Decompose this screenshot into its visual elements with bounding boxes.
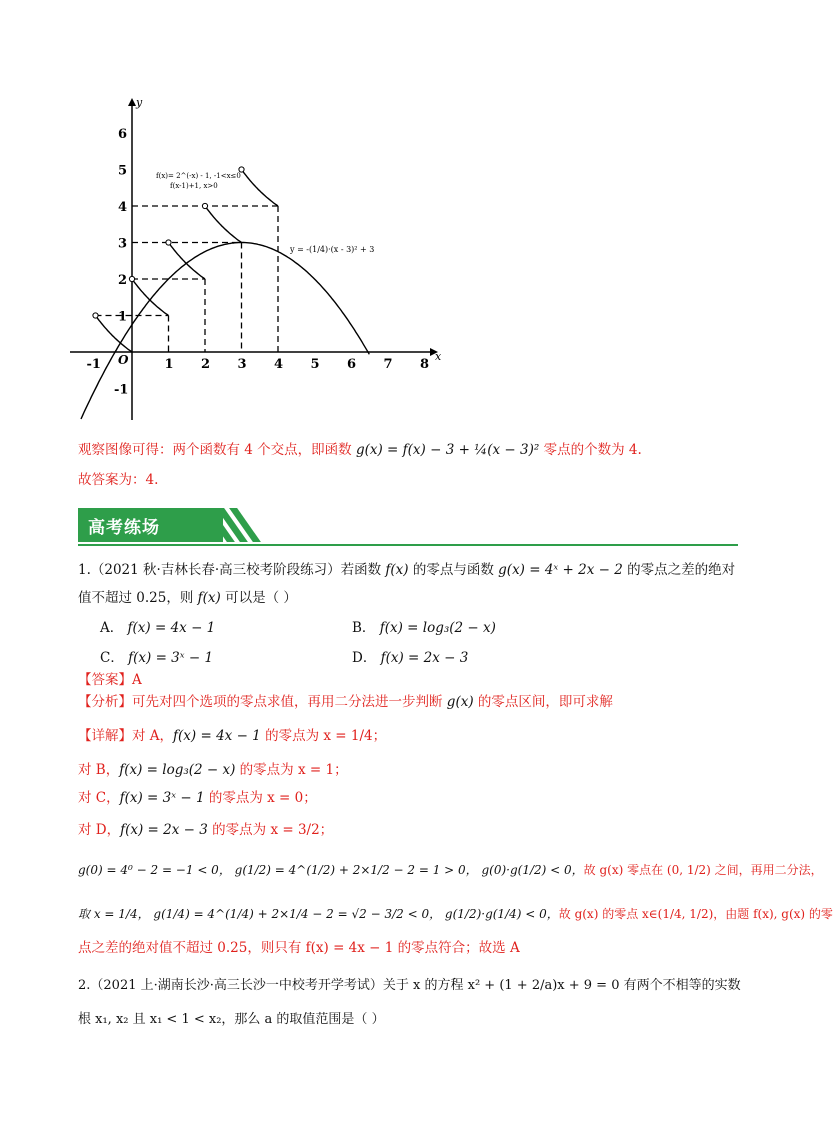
option-b: B． f(x) = log₃(2 − x) bbox=[352, 620, 496, 636]
open-endpoint bbox=[202, 203, 207, 208]
y-tick-label: 6 bbox=[118, 127, 128, 142]
option-a: A． f(x) = 4x − 1 bbox=[100, 620, 216, 636]
y-tick-label: 3 bbox=[118, 236, 128, 252]
answer: 【答案】A bbox=[78, 672, 142, 688]
y-tick-label: 1 bbox=[118, 309, 128, 325]
y-axis-label: y bbox=[136, 96, 143, 109]
calc-line-3: 点之差的绝对值不超过 0.25，则只有 f(x) = 4x − 1 的零点符合；故选 A bbox=[78, 940, 520, 956]
x-tick-label: 7 bbox=[383, 357, 393, 372]
y-tick-label: -1 bbox=[114, 382, 129, 398]
y-axis-arrow bbox=[128, 98, 136, 106]
x-tick-label: -1 bbox=[86, 357, 101, 372]
conclusion-line-1: 观察图像可得：两个函数有 4 个交点，即函数 g(x) = f(x) − 3 + ¼(x − 3)² 零点的个数为 4. bbox=[78, 442, 642, 458]
option-d: D． f(x) = 2x − 3 bbox=[352, 650, 469, 666]
x-tick-label: 8 bbox=[420, 357, 430, 372]
x-tick-label: 5 bbox=[310, 357, 320, 372]
analysis: 【分析】可先对四个选项的零点求值，再用二分法进一步判断 g(x) 的零点区间，即可求解 bbox=[78, 694, 613, 710]
section-title: 高考练场 bbox=[88, 518, 160, 538]
conclusion-line-2: 故答案为：4. bbox=[78, 472, 159, 488]
y-tick-label: 4 bbox=[118, 200, 128, 215]
x-tick-label: 1 bbox=[164, 357, 174, 372]
x-tick-labels bbox=[87, 357, 430, 372]
q2-line-2: 根 x₁, x₂ 且 x₁ < 1 < x₂，那么 a 的取值范围是（ ） bbox=[78, 1012, 385, 1027]
q1-stem-line-1: 1.（2021 秋·吉林长春·高三校考阶段练习）若函数 f(x) 的零点与函数 g(x) = 4ˣ + 2x − 2 的零点之差的绝对 bbox=[78, 562, 736, 578]
endpoint-markers bbox=[93, 167, 244, 318]
open-endpoint bbox=[129, 276, 134, 281]
x-tick-label: 3 bbox=[237, 357, 247, 372]
x-tick-label: 2 bbox=[201, 357, 211, 372]
calc-line-2: 取 x = 1/4， g(1/4) = 4^(1/4) + 2×1/4 − 2 = √2 − 3/2 < 0， g(1/2)·g(1/4) < 0，故 g(x) 的零点 x∈(1/4, 1/2)，由题 f(x), g(x) 的零 bbox=[78, 907, 833, 921]
parabola-label: y = -(1/4)·(x - 3)² + 3 bbox=[290, 245, 375, 254]
piecewise-label-1: f(x)= 2^(-x) - 1, -1<x≤0 bbox=[156, 172, 241, 180]
y-tick-label: 5 bbox=[118, 163, 128, 179]
option-c: C． f(x) = 3ˣ − 1 bbox=[100, 650, 214, 666]
q2-line-1: 2.（2021 上·湖南长沙·高三长沙一中校考开学考试）关于 x 的方程 x² + (1 + 2/a)x + 9 = 0 有两个不相等的实数 bbox=[78, 978, 741, 993]
piecewise-label-2: f(x-1)+1, x>0 bbox=[170, 182, 218, 190]
x-axis-label: x bbox=[435, 350, 442, 363]
x-tick-label: 6 bbox=[347, 357, 357, 372]
q1-stem-line-2: 值不超过 0.25，则 f(x) 可以是（ ） bbox=[78, 590, 297, 606]
origin-label: O bbox=[118, 353, 129, 367]
g-x-formula: g(x) = f(x) − 3 + ¼(x − 3)² bbox=[355, 442, 540, 458]
detail-line-c: 对 C，f(x) = 3ˣ − 1 的零点为 x = 0； bbox=[78, 790, 317, 806]
piecewise-curves bbox=[96, 170, 279, 353]
y-tick-label: 2 bbox=[118, 273, 128, 288]
detail-line-a: 【详解】对 A，f(x) = 4x − 1 的零点为 x = 1/4； bbox=[78, 728, 387, 744]
open-endpoint bbox=[166, 240, 171, 245]
open-endpoint bbox=[93, 313, 98, 318]
piecewise-segment bbox=[242, 170, 279, 207]
detail-line-b: 对 B，f(x) = log₃(2 − x) 的零点为 x = 1； bbox=[78, 762, 348, 778]
calc-line-1: g(0) = 4⁰ − 2 = −1 < 0， g(1/2) = 4^(1/2) + 2×1/2 − 2 = 1 > 0， g(0)·g(1/2) < 0，故 g(x) 零点在 (0, 1/2) 之间，再用二分法， bbox=[78, 863, 823, 877]
section-banner bbox=[78, 508, 738, 542]
x-tick-label: 4 bbox=[274, 357, 284, 372]
detail-line-d: 对 D，f(x) = 2x − 3 的零点为 x = 3/2； bbox=[78, 822, 334, 838]
piecewise-segment bbox=[205, 206, 242, 243]
function-graph bbox=[60, 90, 460, 430]
